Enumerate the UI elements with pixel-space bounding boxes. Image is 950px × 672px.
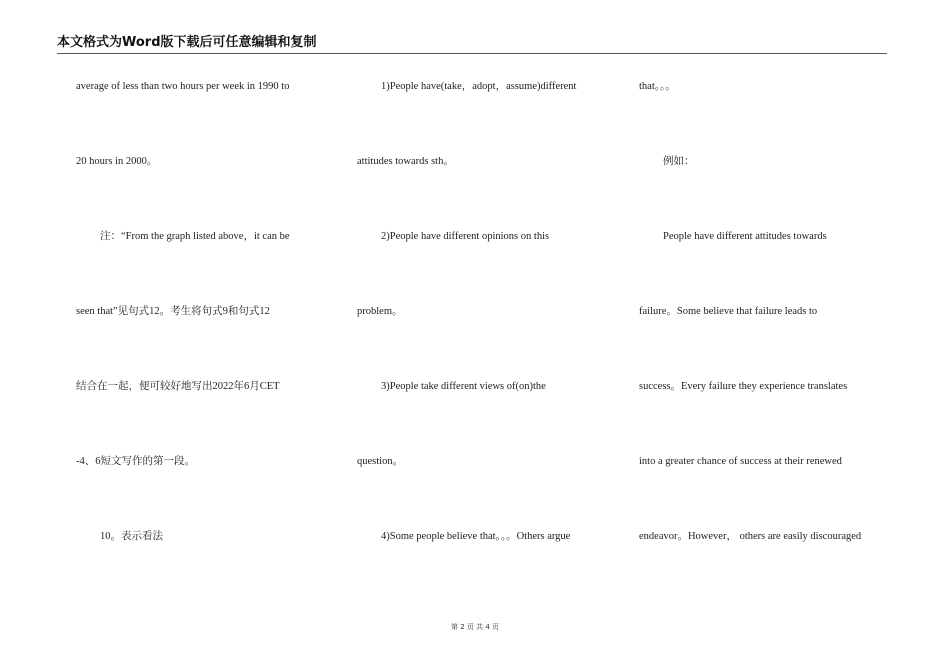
text-line: question。 — [357, 456, 404, 467]
text-line: problem。 — [357, 306, 403, 317]
page-header-title: 本文格式为Word版下载后可任意编辑和复制 — [57, 35, 317, 50]
page-number-footer: 第 2 页 共 4 页 — [450, 623, 500, 631]
text-line: seen that”见句式12。考生将句式9和句式12 — [76, 306, 270, 317]
text-line: attitudes towards sth。 — [357, 156, 454, 167]
text-line: into a greater chance of success at their renewed — [639, 456, 842, 467]
text-line: 例如： — [663, 156, 695, 167]
text-line: 1)People have(take，adopt，assume)different — [381, 81, 577, 92]
text-line: average of less than two hours per week in 1990 to — [76, 81, 290, 92]
text-line: 2)People have different opinions on this — [381, 231, 550, 242]
text-column-right — [639, 0, 894, 672]
text-line: success。Every failure they experience translates — [639, 381, 848, 392]
text-line: -4、6短文写作的第一段。 — [76, 456, 195, 467]
text-line: 结合在一起，便可较好地写出2022年6月CET — [76, 381, 280, 392]
text-line: failure。Some believe that failure leads to — [639, 306, 818, 317]
text-line: 4)Some people believe that。。。Others argue — [381, 531, 571, 542]
text-column-left — [76, 0, 326, 672]
text-line: People have different attitudes towards — [663, 231, 827, 242]
text-line: 10。表示看法 — [100, 531, 163, 542]
text-line: endeavor。However， others are easily discouraged — [639, 531, 862, 542]
text-line: 3)People take different views of(on)the — [381, 381, 546, 392]
text-line: that。。。 — [639, 81, 676, 92]
text-line: 注：“From the graph listed above，it can be — [100, 231, 290, 242]
text-line: 20 hours in 2000。 — [76, 156, 158, 167]
text-column-middle — [357, 0, 607, 672]
